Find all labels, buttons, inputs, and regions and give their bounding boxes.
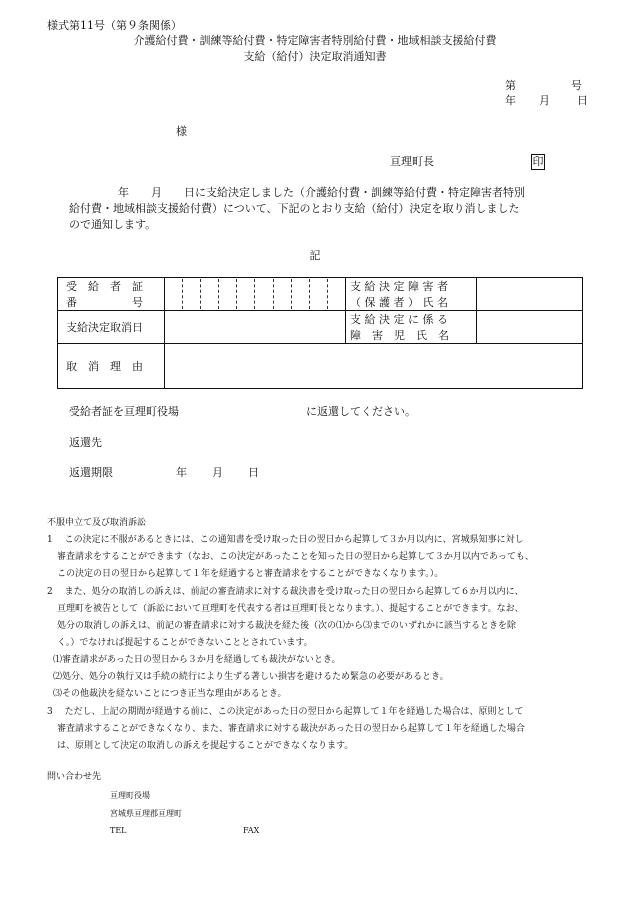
recipient-number-label-b: 番 号 <box>66 296 143 309</box>
appeal-p2-line1: 2 また、処分の取消しの訴えは、前記の審査請求に対する裁決書を受け取った日の翌日から起算して６か月以内に、 <box>47 587 524 597</box>
digit-cell <box>236 279 254 309</box>
child-name-cell[interactable] <box>477 311 583 344</box>
person-label-a: 支 給 決 定 障 害 者 <box>350 280 448 293</box>
person-label-b: （ 保 護 者 ） 氏 名 <box>350 296 448 309</box>
appeal-p1-line1: 1 この決定に不服があるときには、この通知書を受け取った日の翌日から起算して３か月以内に、宮城県知事に対し <box>47 535 524 545</box>
appeal-p3-line1: 3 ただし、上記の期間が経過する前に、この決定があった日の翌日から起算して１年を経過した場合は、原則として <box>47 707 524 717</box>
appeal-p1-line3: この決定の日の翌日から起算して１年を経過すると審査請求をすることができなくなります。）。 <box>57 569 444 579</box>
child-label-a: 支 給 決 定 に 係 る <box>350 313 448 326</box>
number-go: 号 <box>571 79 582 92</box>
cancel-date-cell[interactable] <box>165 311 346 344</box>
child-label <box>346 311 477 344</box>
reason-cell[interactable] <box>165 344 583 389</box>
return-deadline-label: 返還期限 <box>69 466 113 479</box>
digit-cell <box>254 279 272 309</box>
digit-cell <box>200 279 218 309</box>
cancel-date-label: 支給決定取消日 <box>58 311 165 344</box>
document-title-line2: 支給（給付）決定取消通知書 <box>243 50 387 63</box>
reason-label: 取 消 理 由 <box>58 344 165 389</box>
appeal-p2-line4: く。）でなければ提起することができないこととされています。 <box>57 638 313 648</box>
number-dai: 第 <box>505 79 516 92</box>
recipient-number-label <box>58 278 165 311</box>
date-month: 月 <box>539 94 550 107</box>
appeal-item3: ⑶その他裁決を経ないことにつき正当な理由があるとき。 <box>53 689 287 699</box>
digit-cell <box>273 279 291 309</box>
appeal-p3-line2: 審査請求することができなくなり、また、審査請求に対する裁決があった日の翌日から起算して１年を経過した場合 <box>57 724 525 734</box>
addressee-sama: 様 <box>176 125 187 138</box>
body-line2: 給付費・地域相談支援給付費）について、下記のとおり支給（給付）決定を取り消しました <box>69 202 520 215</box>
recipient-number-cells[interactable] <box>165 278 346 311</box>
appeal-p2-line2: 亘理町を被告として（訴訟において亘理町を代表する者は亘理町長となります。）、提起することができます。なお、 <box>57 604 524 614</box>
contact-fax: FAX <box>243 826 260 835</box>
contact-heading: 問い合わせ先 <box>47 772 102 782</box>
deadline-month: 月 <box>212 466 223 479</box>
appeal-p3-line3: は、原則として決定の取消しの訴えを提起することができなくなります。 <box>57 741 354 751</box>
digit-cell <box>309 279 327 309</box>
recipient-number-label-a: 受 給 者 証 <box>66 280 143 293</box>
person-name-cell[interactable] <box>477 278 583 311</box>
appeal-heading: 不服申立て及び取消訴訟 <box>47 518 147 528</box>
person-label <box>346 278 477 311</box>
return-destination-label: 返還先 <box>69 436 102 449</box>
form-number: 様式第11号（第９条関係） <box>47 19 182 32</box>
deadline-year: 年 <box>176 466 187 479</box>
date-day: 日 <box>577 94 588 107</box>
deadline-day: 日 <box>248 466 259 479</box>
issuer-name: 亘理町長 <box>390 155 434 168</box>
digit-cell <box>218 279 236 309</box>
appeal-p2-line3: 処分の取消しの訴えは、前記の審査請求に対する裁決を経た後（次の⑴から⑶までのいずれかに該当するときを除 <box>57 621 517 631</box>
appeal-p1-line2: 審査請求をすることができます（なお、この決定があったことを知った日の翌日から起算して３か月以内であっても、 <box>57 552 534 562</box>
notice-table <box>57 277 583 389</box>
seal-mark: 印 <box>532 155 544 168</box>
appeal-item2: ⑵処分、処分の執行又は手続の続行により生ずる著しい損害を避けるため緊急の必要があるとき。 <box>53 672 449 682</box>
ki-heading: 記 <box>309 249 321 262</box>
return-line-b: に返還してください。 <box>306 405 416 418</box>
digit-cell <box>327 279 345 309</box>
child-label-b: 障 害 児 氏 名 <box>350 329 449 342</box>
digit-cell <box>291 279 309 309</box>
document-title-line1: 介護給付費・訓練等給付費・特定障害者特別給付費・地域相談支援給付費 <box>133 34 497 47</box>
body-line1: 年 月 日に支給決定しました（介護給付費・訓練等給付費・特定障害者特別 <box>118 186 525 199</box>
digit-cell <box>165 279 182 309</box>
body-line3: ので通知します。 <box>69 218 157 231</box>
date-year: 年 <box>505 94 516 107</box>
appeal-item1: ⑴審査請求があった日の翌日から３か月を経過しても裁決がないとき。 <box>53 655 341 665</box>
contact-address: 宮城県亘理郡亘理町 <box>110 809 182 818</box>
contact-office: 亘理町役場 <box>110 791 150 800</box>
return-line-a: 受給者証を亘理町役場 <box>69 405 179 418</box>
contact-tel: TEL <box>110 826 127 835</box>
digit-cell <box>182 279 200 309</box>
